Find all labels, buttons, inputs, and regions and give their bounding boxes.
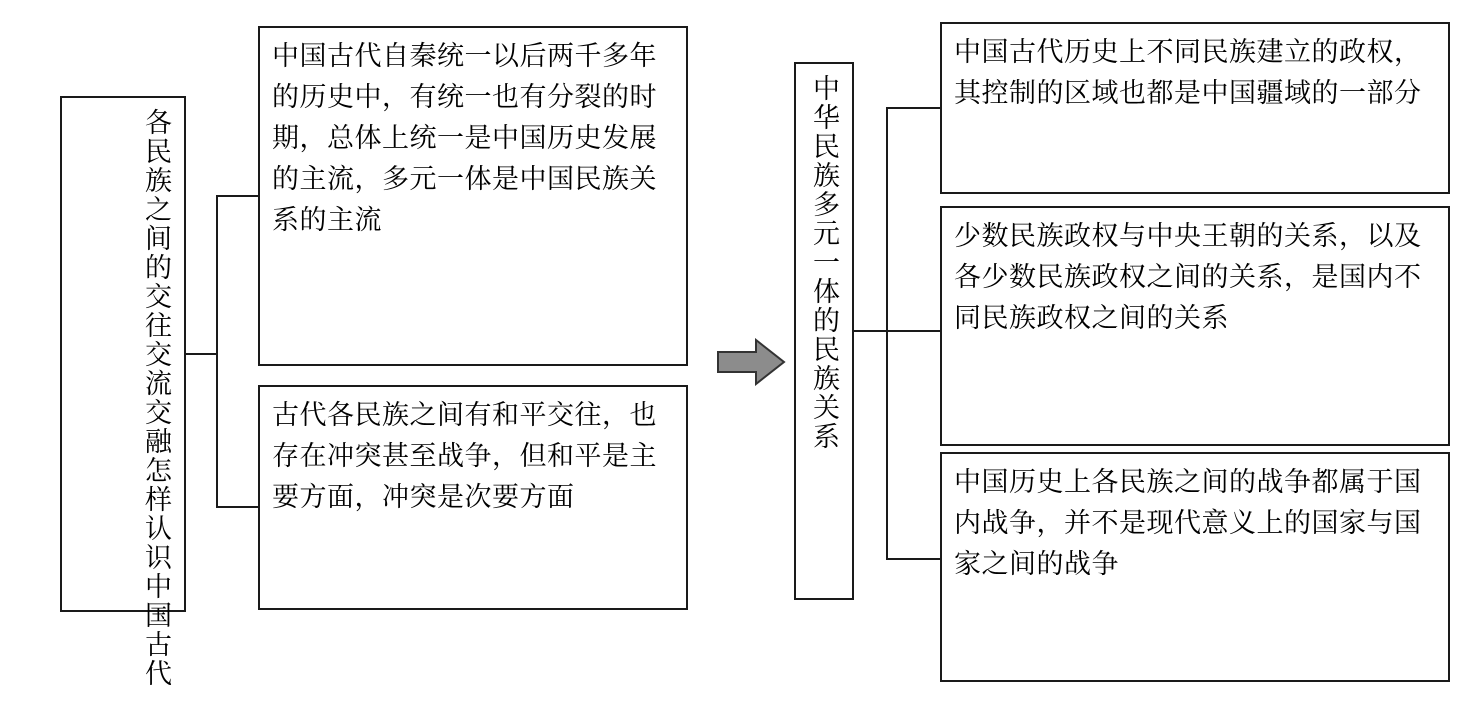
connector-right-arm-2 xyxy=(886,330,942,332)
connector-middle-stub xyxy=(854,330,888,332)
right-branch-1-text: 中国古代历史上不同民族建立的政权，其控制的区域也都是中国疆域的一部分 xyxy=(954,37,1422,110)
middle-node xyxy=(794,62,854,600)
left-branch-1 xyxy=(258,26,688,366)
connector-left-spine xyxy=(216,196,218,508)
right-branch-3-text: 中国历史上各民族之间的战争都属于国内战争，并不是现代意义上的国家与国家之间的战争 xyxy=(954,467,1422,581)
root-node xyxy=(60,96,186,688)
middle-node-text: 中华民族多元一体的民族关系 xyxy=(808,74,839,451)
right-branch-2 xyxy=(940,206,1450,446)
connector-left-arm-1 xyxy=(216,195,260,197)
connector-right-arm-1 xyxy=(886,107,942,109)
connector-left-arm-2 xyxy=(216,506,260,508)
right-branch-3 xyxy=(940,452,1450,682)
left-branch-2-text: 古代各民族之间有和平交往，也存在冲突甚至战争，但和平是主要方面，冲突是次要方面 xyxy=(272,400,657,514)
right-branch-2-text: 少数民族政权与中央王朝的关系，以及各少数民族政权之间的关系，是国内不同民族政权之间的关系 xyxy=(954,221,1422,335)
root-node-line-2: 怎样认识中国古代 xyxy=(140,456,171,688)
connector-right-arm-3 xyxy=(886,558,942,560)
left-branch-1-text: 中国古代自秦统一以后两千多年的历史中，有统一也有分裂的时期，总体上统一是中国历史发展的主流，多元一体是中国民族关系的主流 xyxy=(272,41,657,237)
left-branch-2 xyxy=(258,385,688,610)
root-node-line-1: 各民族之间的交往交流交融 xyxy=(140,108,171,456)
right-arrow-icon xyxy=(716,338,786,386)
right-branch-1 xyxy=(940,22,1450,194)
connector-root-stub xyxy=(186,353,218,355)
connector-right-spine xyxy=(886,108,888,560)
